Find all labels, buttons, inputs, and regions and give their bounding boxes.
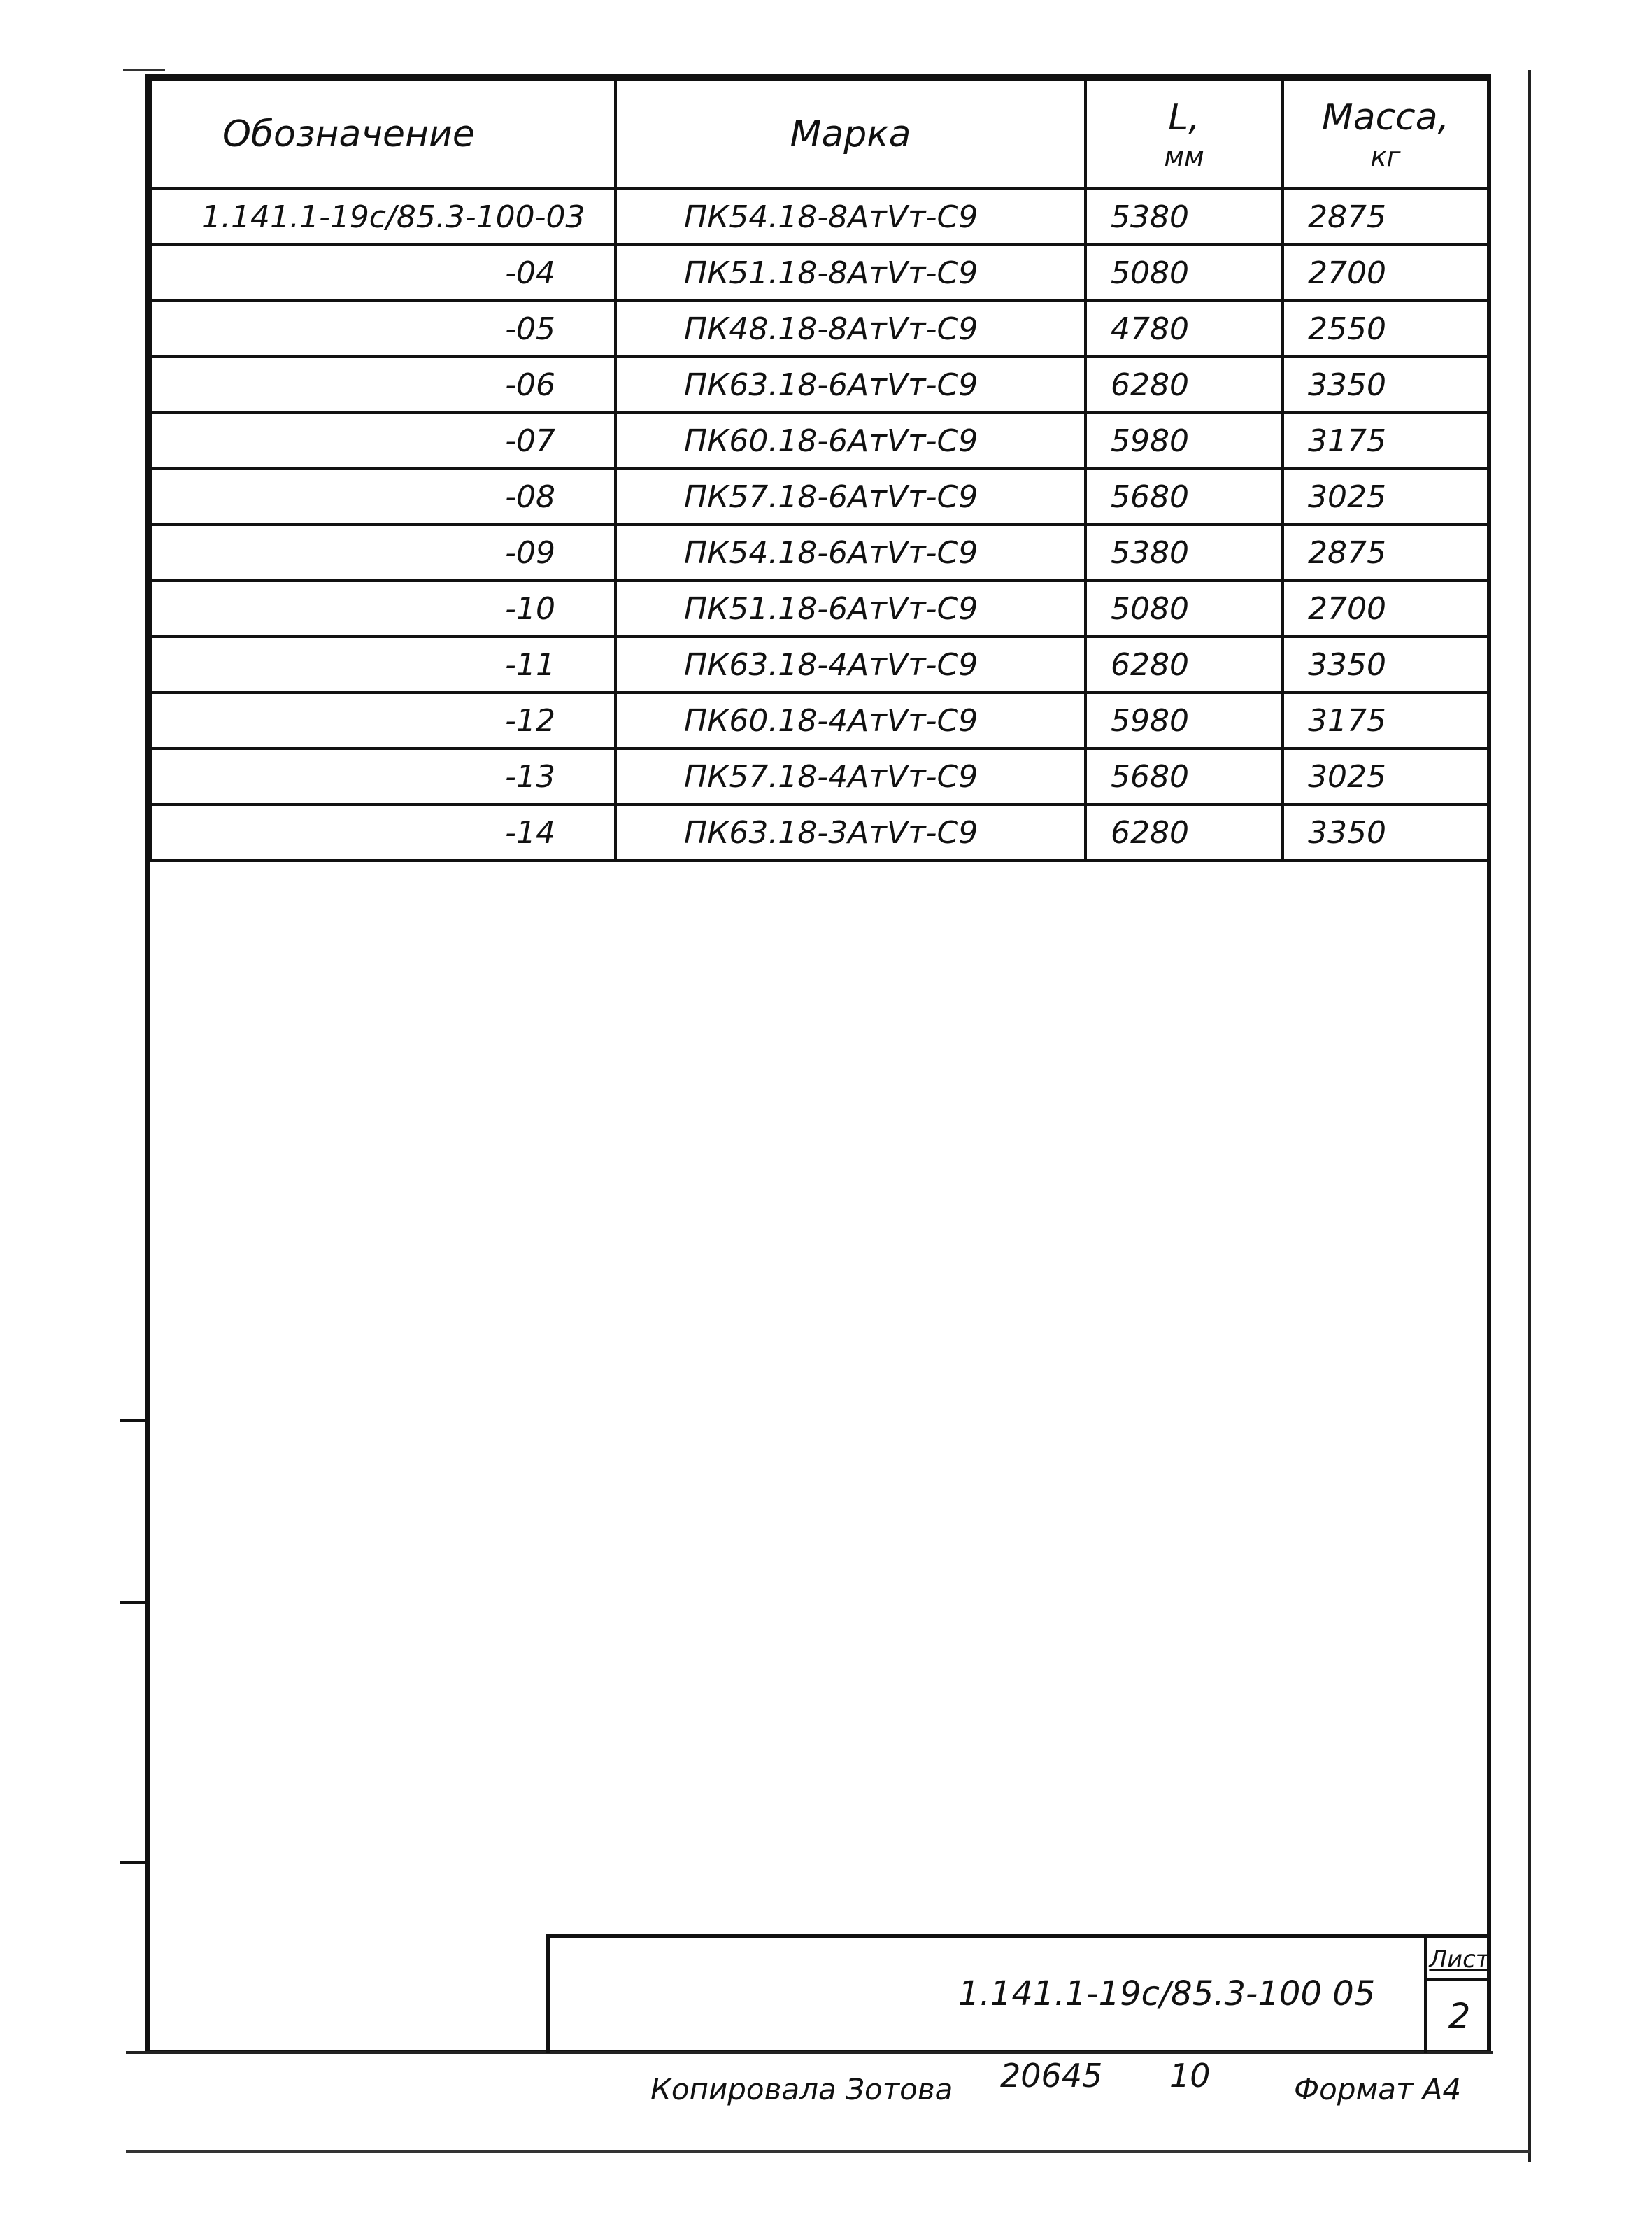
cell-designation: 1.141.1-19с/85.3-100-03 (151, 189, 615, 245)
table-row (151, 525, 1488, 581)
cell-designation: -04 (151, 245, 615, 301)
table-row (151, 805, 1488, 860)
cell-length: 5680 (1085, 749, 1283, 805)
cell-mark: ПК57.18-6АтⅤт-С9 (615, 469, 1085, 525)
header-length-unit: мм (1164, 141, 1204, 172)
cell-designation: -13 (151, 749, 615, 805)
cell-length: 4780 (1085, 301, 1283, 357)
cell-mass: 2700 (1283, 581, 1488, 637)
cell-designation: -09 (151, 525, 615, 581)
header-designation: Обозначение (151, 80, 615, 189)
corner-mark (123, 69, 165, 71)
cell-length: 6280 (1085, 357, 1283, 413)
table-row (151, 245, 1488, 301)
table-row (151, 581, 1488, 637)
header-length-label: L, (1168, 97, 1200, 139)
cell-mark: ПК54.18-8АтⅤт-С9 (615, 189, 1085, 245)
header-mass-label: Масса, (1321, 97, 1450, 139)
document-code: 1.141.1-19с/85.3-100 05 (958, 1974, 1376, 2013)
cell-designation: -14 (151, 805, 615, 860)
cell-mass: 2875 (1283, 525, 1488, 581)
fold-mark (120, 1861, 145, 1864)
fold-mark (120, 1419, 145, 1422)
cell-mark: ПК63.18-6АтⅤт-С9 (615, 357, 1085, 413)
cell-designation: -05 (151, 301, 615, 357)
archive-number: 20645 (1000, 2057, 1103, 2095)
table-row (151, 189, 1488, 245)
table-header-row (151, 80, 1488, 189)
cell-length: 5080 (1085, 245, 1283, 301)
table-row (151, 469, 1488, 525)
copied-by: Копировала Зотова (650, 2072, 953, 2106)
sheet-number: 2 (1448, 1996, 1471, 2037)
header-mark: Марка (615, 80, 1085, 189)
cell-designation: -06 (151, 357, 615, 413)
cell-mark: ПК63.18-3АтⅤт-С9 (615, 805, 1085, 860)
cell-mark: ПК51.18-6АтⅤт-С9 (615, 581, 1085, 637)
cell-designation: -10 (151, 581, 615, 637)
cell-mark: ПК54.18-6АтⅤт-С9 (615, 525, 1085, 581)
trim-line-right (1528, 70, 1531, 2162)
cell-length: 5980 (1085, 693, 1283, 749)
table-row (151, 693, 1488, 749)
cell-length: 6280 (1085, 637, 1283, 693)
sheet-number-box (1424, 1938, 1491, 2053)
cell-mark: ПК60.18-6АтⅤт-С9 (615, 413, 1085, 469)
trim-line-bottom (126, 2150, 1530, 2153)
cell-length: 5380 (1085, 189, 1283, 245)
cell-mark: ПК48.18-8АтⅤт-С9 (615, 301, 1085, 357)
cell-length: 5980 (1085, 413, 1283, 469)
cell-mass: 3025 (1283, 749, 1488, 805)
cell-mark: ПК51.18-8АтⅤт-С9 (615, 245, 1085, 301)
cell-mark: ПК57.18-4АтⅤт-С9 (615, 749, 1085, 805)
paper-format: Формат А4 (1294, 2072, 1462, 2106)
archive-sub-number: 10 (1169, 2057, 1211, 2095)
cell-mass: 3350 (1283, 637, 1488, 693)
cell-mass: 3350 (1283, 357, 1488, 413)
cell-length: 6280 (1085, 805, 1283, 860)
sheet-label: Лист (1427, 1938, 1491, 1981)
cell-mass: 2875 (1283, 189, 1488, 245)
cell-mass: 2700 (1283, 245, 1488, 301)
cell-mark: ПК60.18-4АтⅤт-С9 (615, 693, 1085, 749)
cell-length: 5680 (1085, 469, 1283, 525)
header-mass-unit: кг (1370, 141, 1401, 172)
cell-mark: ПК63.18-4АтⅤт-С9 (615, 637, 1085, 693)
cell-designation: -12 (151, 693, 615, 749)
table-row (151, 301, 1488, 357)
cell-length: 5380 (1085, 525, 1283, 581)
cell-mass: 3175 (1283, 693, 1488, 749)
fold-mark (120, 1601, 145, 1604)
header-length (1085, 80, 1283, 189)
table-row (151, 357, 1488, 413)
table-row (151, 413, 1488, 469)
specification-table (150, 78, 1490, 862)
table-row (151, 749, 1488, 805)
cell-designation: -07 (151, 413, 615, 469)
cell-designation: -08 (151, 469, 615, 525)
header-mass (1283, 80, 1488, 189)
cell-designation: -11 (151, 637, 615, 693)
table-row (151, 637, 1488, 693)
cell-mass: 3025 (1283, 469, 1488, 525)
cell-mass: 2550 (1283, 301, 1488, 357)
cell-length: 5080 (1085, 581, 1283, 637)
title-block (546, 1934, 1491, 2053)
cell-mass: 3175 (1283, 413, 1488, 469)
cell-mass: 3350 (1283, 805, 1488, 860)
